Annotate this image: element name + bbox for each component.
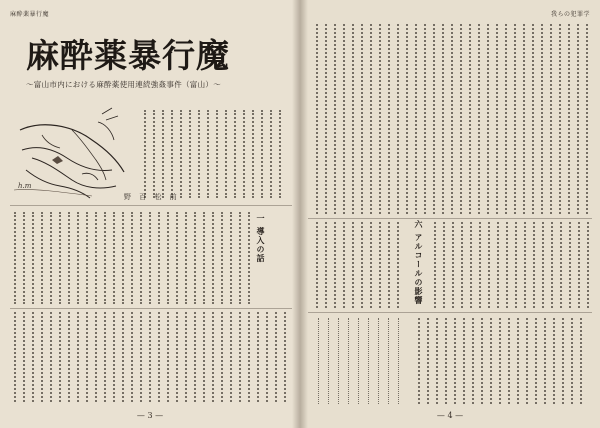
- left-upper-text: [140, 110, 290, 198]
- right-middle-left-text: [312, 222, 408, 308]
- right-middle-text: [430, 222, 592, 308]
- section-heading-alcohol: 六 アルコールの影響: [414, 220, 424, 305]
- title-divider: [10, 205, 292, 206]
- reference-notes: [312, 318, 408, 404]
- right-lower-text: [414, 318, 592, 404]
- title-block: [26, 38, 266, 90]
- article-subtitle: 〜富山市内における麻酔薬使用連続強姦事件（富山）〜: [26, 80, 221, 90]
- author-name: 野 百 松 前: [124, 193, 180, 201]
- left-lower-text: [10, 312, 292, 402]
- right-page-number: — 4 —: [436, 411, 464, 420]
- left-tier-divider: [10, 308, 292, 309]
- article-title: 麻酔薬暴行魔: [26, 36, 230, 75]
- left-middle-text: [10, 212, 252, 304]
- page-gutter: [292, 0, 308, 428]
- right-page: [300, 0, 600, 428]
- right-running-header: 我らの犯罪学: [550, 11, 590, 18]
- right-tier-divider: [308, 218, 592, 219]
- left-running-header: 麻酔薬暴行魔: [10, 11, 50, 18]
- right-upper-text: [312, 24, 592, 214]
- section-heading-intro: 一 導入の話: [256, 214, 266, 263]
- illustrator-signature: h.m: [18, 182, 32, 190]
- left-page-number: — 3 —: [136, 411, 164, 420]
- right-lower-divider: [308, 312, 592, 313]
